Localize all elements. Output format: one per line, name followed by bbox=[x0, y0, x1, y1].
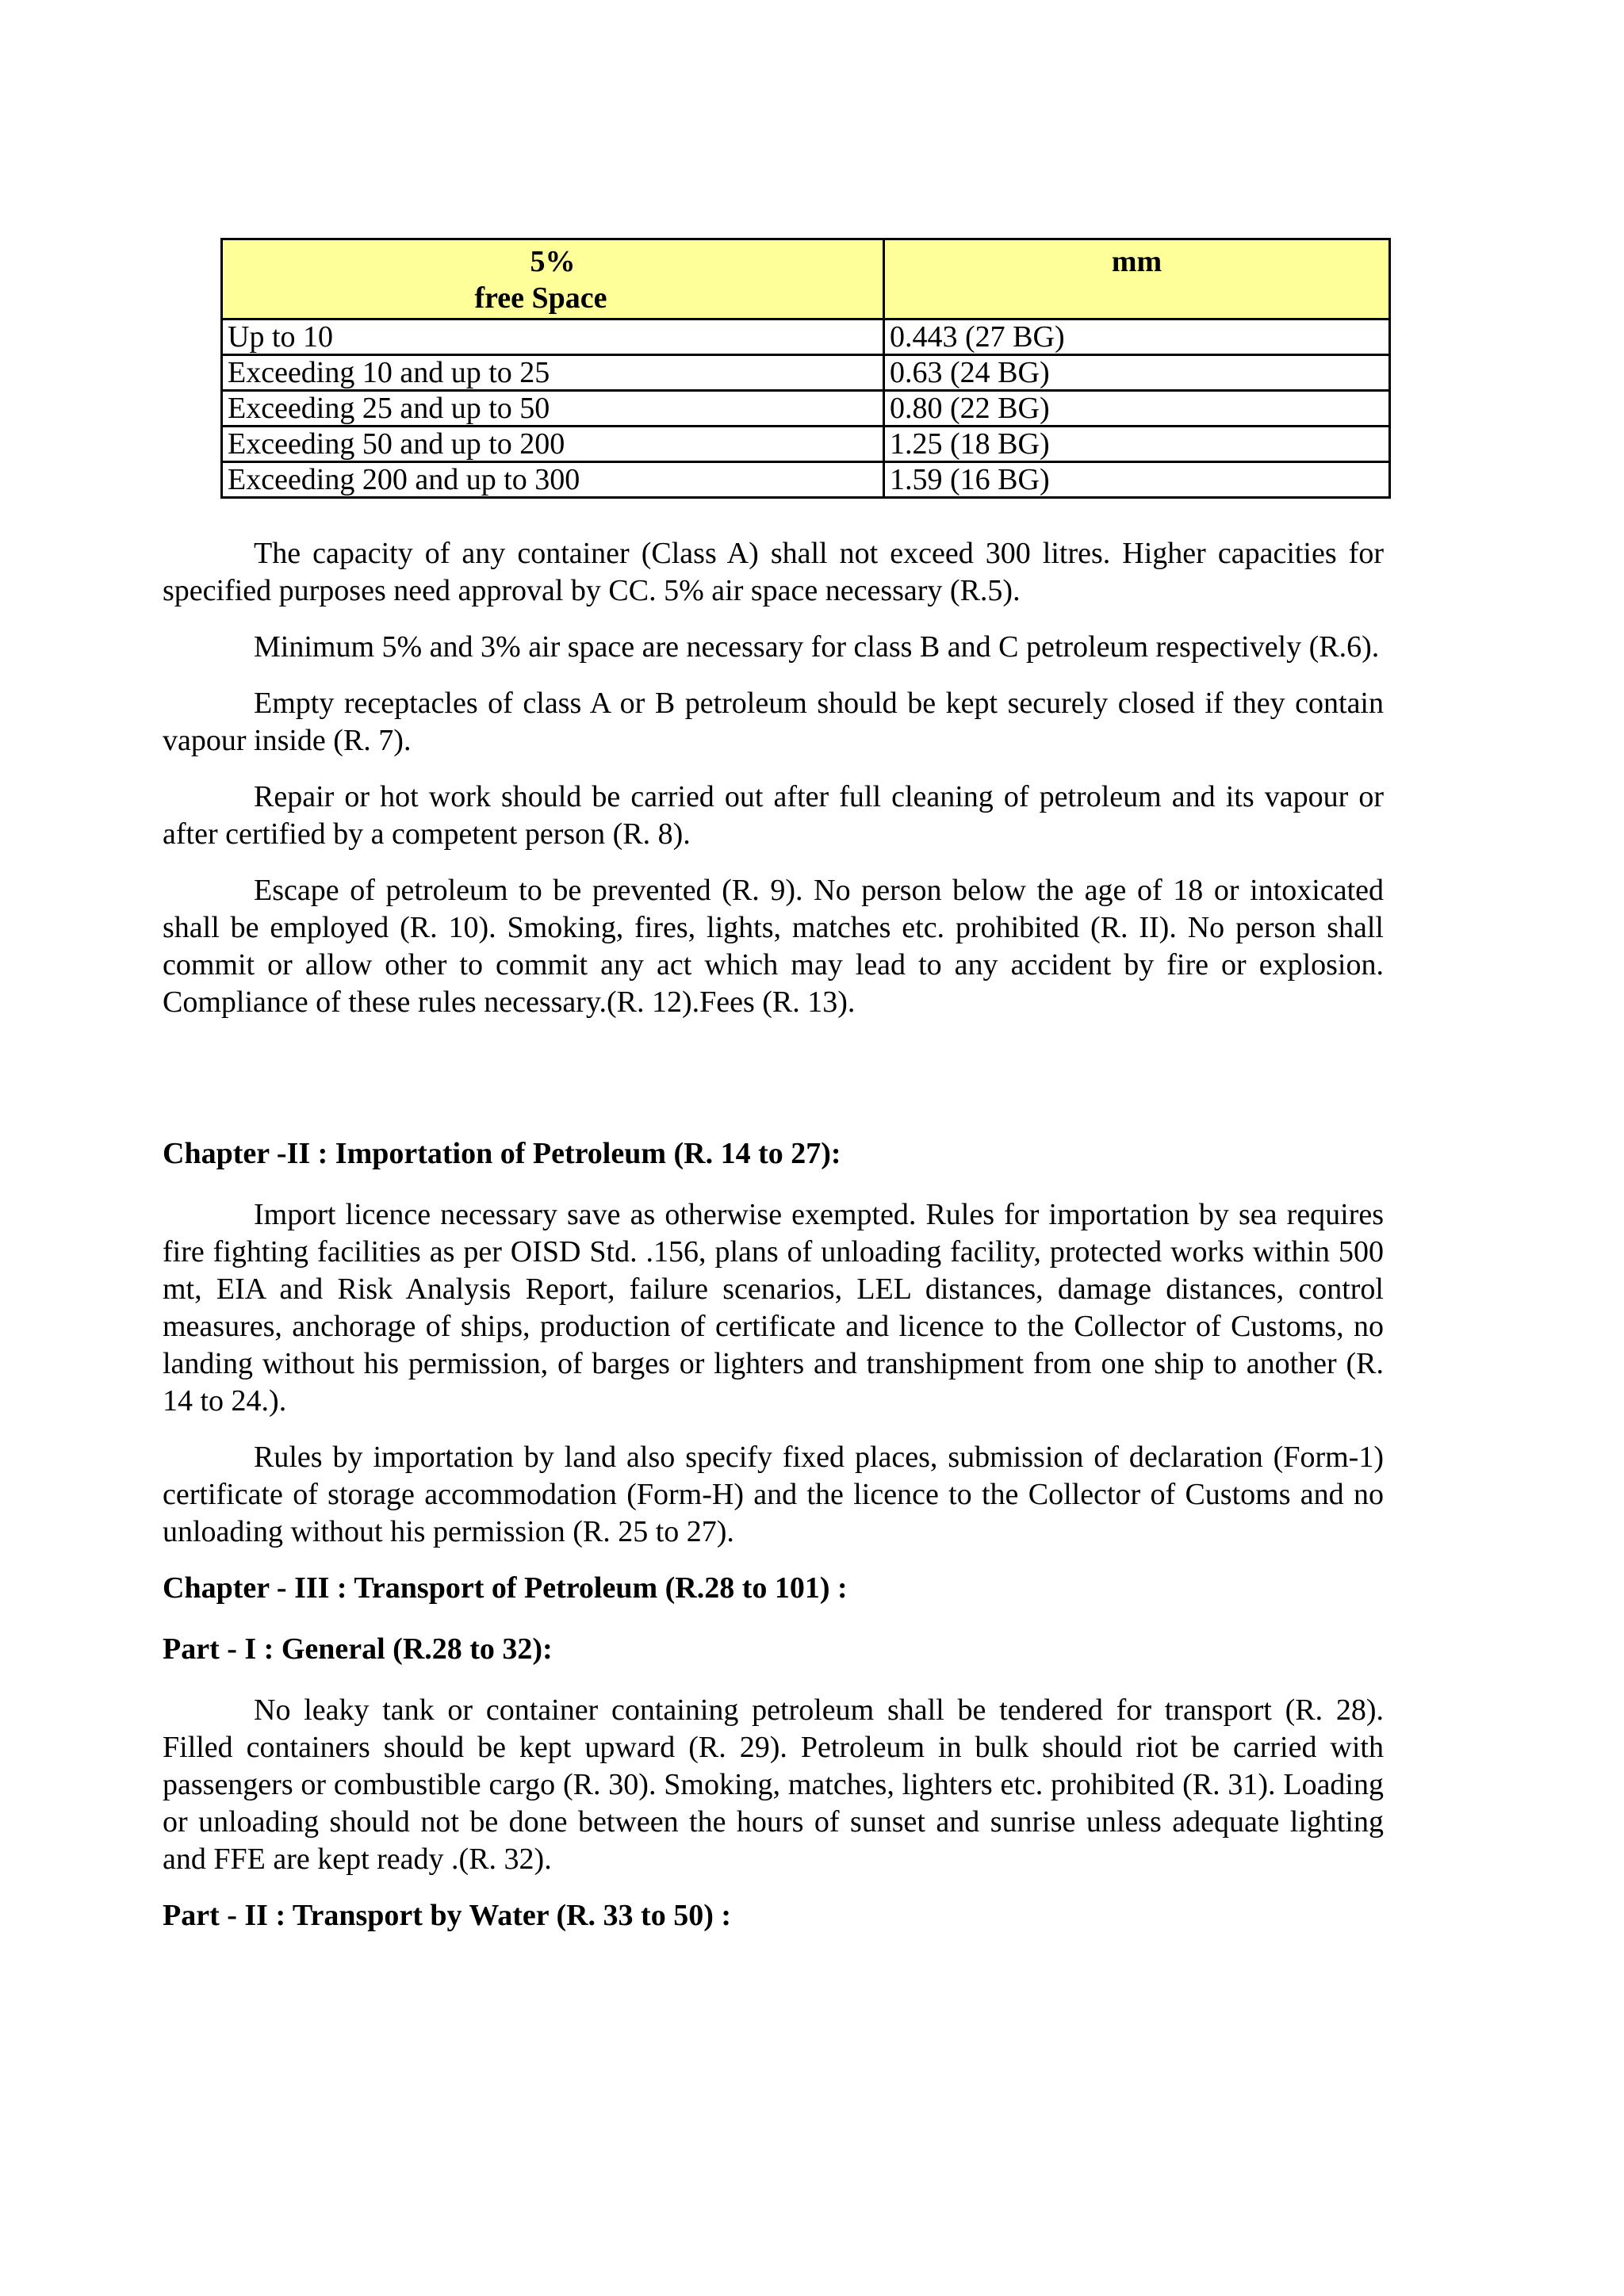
table-row bbox=[222, 427, 1390, 462]
table-row bbox=[222, 391, 1390, 427]
part-1-heading: Part - I : General (R.28 to 32): bbox=[163, 1632, 553, 1666]
paragraph-import-licence: Import licence necessary save as otherwise exempted. Rules for importation by sea requires fire fighting facilities as per OISD Std. .156, plans of unloading facility, protected works within 500 mt, EIA and Risk Analysis Report, failure scenarios, LEL distances, damage distances, control measures, anchorage of ships, production of certificate and licence to the Collector of Customs, no landing without his permission, of barges or lighters and transhipment from one ship to another (R. 14 to 24.). bbox=[163, 1198, 1384, 1418]
paragraph-repair-hot-work: Repair or hot work should be carried out after full cleaning of petroleum and its vapour or after certified by a competent person (R. 8). bbox=[163, 780, 1384, 851]
chapter-3-heading: Chapter - III : Transport of Petroleum (R.28 to 101) : bbox=[163, 1571, 848, 1605]
paragraph-container-capacity: The capacity of any container (Class A) shall not exceed 300 litres. Higher capacities for specified purposes need approval by CC. 5% air space necessary (R.5). bbox=[163, 537, 1384, 607]
chapter-2-heading: Chapter -II : Importation of Petroleum (R. 14 to 27): bbox=[163, 1137, 841, 1170]
paragraph-air-space: Minimum 5% and 3% air space are necessary for class B and C petroleum respectively (R.6). bbox=[254, 630, 1380, 664]
capacity-cell: Exceeding 25 and up to 50 bbox=[222, 391, 884, 427]
capacity-cell: Up to 10 bbox=[222, 320, 884, 355]
thickness-cell: 0.80 (22 BG) bbox=[884, 391, 1390, 427]
table-header-row bbox=[222, 239, 1390, 320]
thickness-cell: 0.443 (27 BG) bbox=[884, 320, 1390, 355]
table-row bbox=[222, 320, 1390, 355]
paragraph-import-by-land: Rules by importation by land also specify fixed places, submission of declaration (Form-1) certificate of storage accommodation (Form-H) and the licence to the Collector of Customs and no unloading without his permission (R. 25 to 27). bbox=[163, 1441, 1384, 1548]
capacity-cell: Exceeding 10 and up to 25 bbox=[222, 355, 884, 391]
header-mm: mm bbox=[884, 239, 1390, 320]
header-free-space bbox=[222, 239, 884, 320]
paragraph-transport-general: No leaky tank or container containing petroleum shall be tendered for transport (R. 28). Filled containers should be kept upward (R. 29). Petroleum in bulk should riot be carried with passengers or combustible cargo (R. 30). Smoking, matches, lighters etc. prohibited (R. 31). Loading or unloading should not be done between the hours of sunset and sunrise unless adequate lighting and FFE are kept ready .(R. 32). bbox=[163, 1693, 1384, 1876]
header-free-space-label: free Space bbox=[474, 281, 607, 315]
thickness-cell: 1.25 (18 BG) bbox=[884, 427, 1390, 462]
capacity-cell: Exceeding 50 and up to 200 bbox=[222, 427, 884, 462]
container-thickness-table bbox=[220, 238, 1391, 499]
part-2-heading: Part - II : Transport by Water (R. 33 to 50) : bbox=[163, 1899, 732, 1932]
thickness-cell: 1.59 (16 BG) bbox=[884, 462, 1390, 498]
table-row bbox=[222, 355, 1390, 391]
header-percent: 5% bbox=[530, 245, 576, 278]
paragraph-empty-receptacles: Empty receptacles of class A or B petroleum should be kept securely closed if they contain vapour inside (R. 7). bbox=[163, 687, 1384, 757]
thickness-cell: 0.63 (24 BG) bbox=[884, 355, 1390, 391]
paragraph-escape-prevention: Escape of petroleum to be prevented (R. 9). No person below the age of 18 or intoxicated shall be employed (R. 10). Smoking, fires, lights, matches etc. prohibited (R. II). No person shall commit or allow other to commit any act which may lead to any accident by fire or explosion. Compliance of these rules necessary.(R. 12).Fees (R. 13). bbox=[163, 874, 1384, 1019]
table-row bbox=[222, 462, 1390, 498]
capacity-cell: Exceeding 200 and up to 300 bbox=[222, 462, 884, 498]
document-page bbox=[163, 238, 1384, 1958]
